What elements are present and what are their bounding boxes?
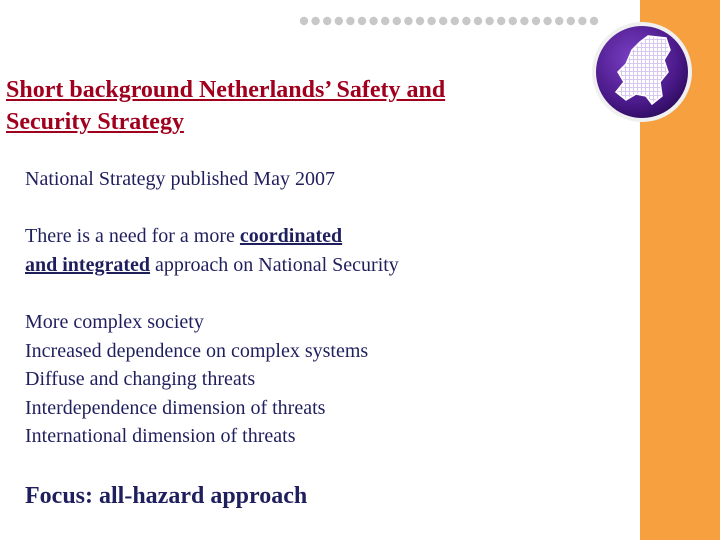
decoration-dot xyxy=(532,17,540,25)
decoration-dot xyxy=(543,17,551,25)
decoration-dot xyxy=(578,17,586,25)
decoration-dot xyxy=(462,17,470,25)
list-item: Increased dependence on complex systems xyxy=(25,339,369,362)
decoration-dot xyxy=(485,17,493,25)
decoration-dot xyxy=(427,17,435,25)
list-item: International dimension of threats xyxy=(25,425,296,447)
decoration-dot xyxy=(474,17,482,25)
netherlands-map-logo-icon xyxy=(590,20,694,124)
decoration-dot xyxy=(323,17,331,25)
decoration-dot xyxy=(335,17,343,25)
approach-text-after: approach on National Security xyxy=(150,253,399,276)
decoration-dot xyxy=(393,17,401,25)
reasons-list xyxy=(25,308,368,451)
list-item: Diffuse and changing threats xyxy=(25,368,256,390)
list-item: Interdependence dimension of threats xyxy=(25,396,326,419)
coordinated-approach-text xyxy=(25,222,545,279)
decoration-dot xyxy=(567,17,575,25)
decoration-dot xyxy=(311,17,319,25)
title-line-1: Short background Netherlands’ Safety and xyxy=(6,77,446,103)
decoration-dot xyxy=(555,17,563,25)
integrated-emphasis: and integrated xyxy=(25,253,150,276)
coordinated-emphasis: coordinated xyxy=(239,225,343,247)
decoration-dot xyxy=(509,17,517,25)
decoration-dot xyxy=(381,17,389,25)
decoration-dot xyxy=(520,17,528,25)
title-line-2: Security Strategy xyxy=(6,109,184,135)
decoration-dot xyxy=(346,17,354,25)
approach-text-before: There is a need for a more xyxy=(25,225,240,247)
decoration-dot xyxy=(451,17,459,25)
list-item: More complex society xyxy=(25,311,204,333)
decoration-dot xyxy=(369,17,377,25)
slide-title xyxy=(6,74,566,138)
dotted-line-decoration-icon xyxy=(298,14,608,28)
decoration-dot xyxy=(497,17,505,25)
focus-statement: Focus: all-hazard approach xyxy=(25,483,308,509)
strategy-published-text: National Strategy published May 2007 xyxy=(25,168,335,190)
decoration-dot xyxy=(416,17,424,25)
decoration-dot xyxy=(358,17,366,25)
decoration-dot xyxy=(404,17,412,25)
decoration-dot xyxy=(300,17,308,25)
decoration-dot xyxy=(439,17,447,25)
